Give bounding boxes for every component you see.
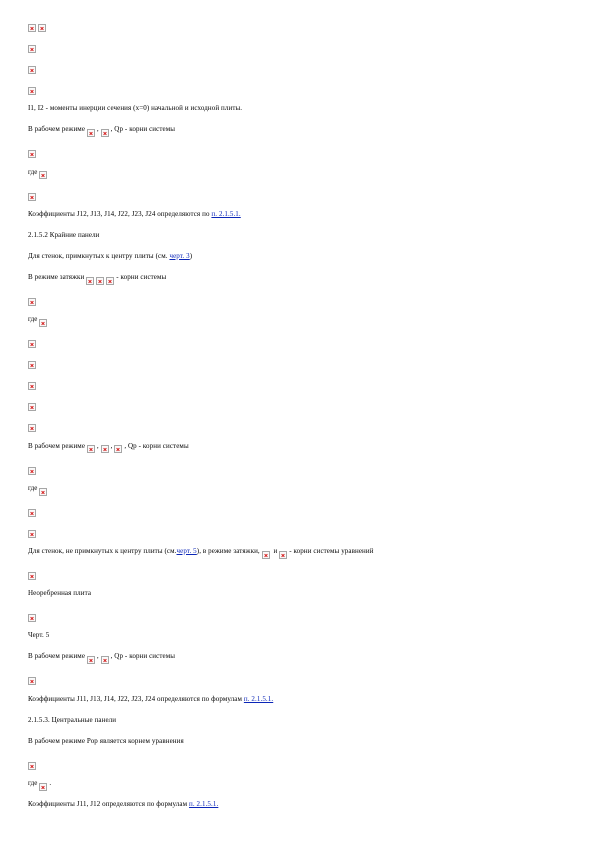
text: В рабочем режиме bbox=[28, 125, 86, 134]
figure-row bbox=[28, 608, 578, 622]
text: В рабочем режиме Рор является корнем уравнения bbox=[28, 736, 184, 745]
paragraph-coefficients bbox=[28, 798, 578, 812]
paragraph-working-mode: В рабочем режиме , , Qp - корни системы bbox=[28, 650, 578, 664]
broken-image-icon bbox=[262, 551, 270, 559]
formula-row bbox=[28, 503, 578, 517]
formula-row bbox=[28, 756, 578, 770]
text: ) bbox=[189, 251, 193, 260]
text: где bbox=[28, 167, 38, 176]
paragraph-inertia bbox=[28, 102, 578, 116]
formula-row bbox=[28, 376, 578, 390]
formula-row bbox=[28, 524, 578, 538]
text: , Qp - корни системы bbox=[110, 652, 176, 661]
text: , Qp - корни системы bbox=[124, 441, 189, 450]
text: Для стенок, примкнутых к центру плиты (см. bbox=[28, 251, 170, 260]
broken-image-icon bbox=[87, 129, 95, 137]
paragraph-coefficients bbox=[28, 693, 578, 707]
broken-image-icon bbox=[28, 382, 36, 390]
broken-image-icon bbox=[28, 361, 36, 369]
broken-image-icon bbox=[28, 193, 36, 201]
broken-image-icon bbox=[101, 129, 109, 137]
broken-image-icon bbox=[28, 45, 36, 53]
formula-row bbox=[28, 418, 578, 432]
broken-image-icon bbox=[106, 277, 114, 285]
paragraph-working-mode: В рабочем режиме , , Qp - корни системы bbox=[28, 123, 578, 137]
broken-image-icon bbox=[28, 340, 36, 348]
broken-image-icon bbox=[279, 551, 287, 559]
paragraph-tightening bbox=[28, 271, 578, 285]
section-heading bbox=[28, 714, 578, 728]
text: В рабочем режиме bbox=[28, 652, 86, 661]
broken-image-icon bbox=[86, 277, 94, 285]
broken-image-icon bbox=[39, 319, 47, 327]
section-link[interactable]: п. 2.1.5.1. bbox=[211, 209, 241, 218]
broken-image-icon bbox=[28, 762, 36, 770]
formula-row bbox=[28, 566, 578, 580]
text: 2.1.5.3. Центральные панели bbox=[28, 715, 117, 724]
document-body bbox=[28, 18, 578, 819]
broken-image-icon bbox=[96, 277, 104, 285]
paragraph-coefficients bbox=[28, 208, 578, 222]
broken-image-icon bbox=[28, 403, 36, 411]
formula-row bbox=[28, 60, 578, 74]
paragraph-where bbox=[28, 482, 578, 496]
paragraph-walls bbox=[28, 250, 578, 264]
text: 2.1.5.2 Крайние панели bbox=[28, 230, 100, 239]
drawing-label bbox=[28, 629, 578, 643]
text: где bbox=[28, 483, 38, 492]
text: где bbox=[28, 315, 38, 324]
broken-image-icon bbox=[39, 783, 47, 791]
formula-row bbox=[28, 39, 578, 53]
formula-row bbox=[28, 292, 578, 306]
section-link[interactable]: п. 2.1.5.1. bbox=[188, 799, 219, 808]
broken-image-icon bbox=[28, 530, 36, 538]
broken-image-icon bbox=[28, 24, 36, 32]
formula-row bbox=[28, 18, 578, 32]
formula-row bbox=[28, 355, 578, 369]
paragraph-working-mode: В рабочем режиме , , , Qp - корни системы bbox=[28, 440, 578, 454]
broken-image-icon bbox=[28, 572, 36, 580]
broken-image-icon bbox=[28, 677, 36, 685]
broken-image-icon bbox=[87, 656, 95, 664]
formula-row bbox=[28, 461, 578, 475]
section-link[interactable]: п. 2.1.5.1. bbox=[243, 694, 274, 703]
text: I1, I2 - моменты инерции сечения (x=0) начальной и исходной плиты. bbox=[28, 104, 243, 113]
text: где bbox=[28, 778, 38, 787]
text: - корни системы bbox=[116, 272, 167, 281]
broken-image-icon bbox=[39, 171, 47, 179]
formula-row bbox=[28, 187, 578, 201]
text: Неоребренная плита bbox=[28, 589, 92, 598]
drawing-link[interactable]: черт. 5 bbox=[176, 546, 197, 555]
text: . bbox=[49, 778, 52, 787]
paragraph-where bbox=[28, 777, 578, 791]
broken-image-icon bbox=[101, 656, 109, 664]
broken-image-icon bbox=[87, 445, 95, 453]
text: Коэффициенты J11, J12 определяются по формулам bbox=[28, 799, 189, 808]
paragraph-central bbox=[28, 735, 578, 749]
text: Коэффициенты J11, J13, J14, J22, J23, J24 определяются по формулам bbox=[28, 694, 244, 703]
formula-row bbox=[28, 81, 578, 95]
text: В режиме затяжки bbox=[28, 272, 85, 281]
text: Для стенок, не примкнутых к центру плиты (см. bbox=[28, 546, 177, 555]
text: Коэффициенты J12, J13, J14, J22, J23, J24 определяются по bbox=[28, 209, 212, 218]
broken-image-icon bbox=[28, 424, 36, 432]
broken-image-icon bbox=[28, 87, 36, 95]
broken-image-icon bbox=[28, 467, 36, 475]
broken-image-icon bbox=[39, 488, 47, 496]
text: В рабочем режиме bbox=[28, 441, 86, 450]
text: - корни системы уравнений bbox=[289, 546, 374, 555]
paragraph-walls-not-adjacent bbox=[28, 545, 578, 559]
broken-image-icon bbox=[28, 298, 36, 306]
drawing-link[interactable]: черт. 3 bbox=[169, 251, 190, 260]
broken-image-icon bbox=[38, 24, 46, 32]
section-heading bbox=[28, 229, 578, 243]
formula-row bbox=[28, 144, 578, 158]
broken-image-icon bbox=[28, 614, 36, 622]
text: и bbox=[273, 546, 278, 555]
text: Черт. 5 bbox=[28, 631, 50, 640]
figure-caption bbox=[28, 587, 578, 601]
text: ), в режиме затяжки, bbox=[196, 546, 260, 555]
formula-row bbox=[28, 671, 578, 685]
broken-image-icon bbox=[28, 150, 36, 158]
broken-image-icon bbox=[101, 445, 109, 453]
broken-image-icon bbox=[28, 66, 36, 74]
text: , Qp - корни системы bbox=[110, 125, 176, 134]
paragraph-where bbox=[28, 313, 578, 327]
broken-image-icon bbox=[114, 445, 122, 453]
broken-image-icon bbox=[28, 509, 36, 517]
formula-row bbox=[28, 334, 578, 348]
formula-row bbox=[28, 397, 578, 411]
paragraph-where bbox=[28, 166, 578, 180]
